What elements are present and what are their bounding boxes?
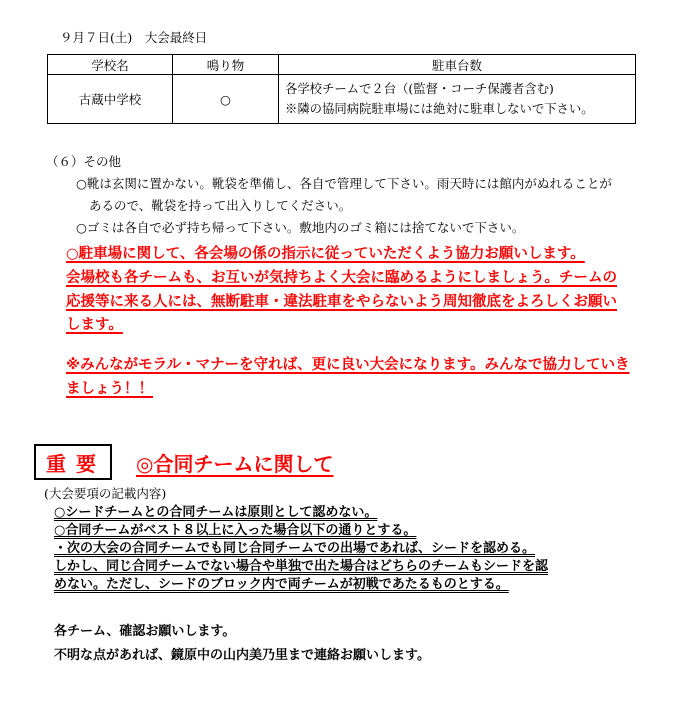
other-heading: （６）その他 <box>46 154 122 169</box>
cell-parking <box>279 75 636 124</box>
parking-table <box>47 54 636 124</box>
important-line-4: しかし、同じ合同チームでない場合や単独で出た場合はどちらのチームもシードを認 <box>54 559 549 574</box>
footer-line-2: 不明な点があれば、鏡原中の山内美乃里まで連絡お願いします。 <box>54 648 430 663</box>
cell-noisemaker: ○ <box>173 75 279 124</box>
parking-line-1: 各学校チームで２台（(監督・コーチ保護者含む) <box>285 82 554 96</box>
header-noisemaker: 鳴り物 <box>173 55 279 75</box>
header-school: 学校名 <box>48 55 173 75</box>
red-parking-line-4: します。 <box>66 317 123 333</box>
schedule-date: ９月７日(土) 大会最終日 <box>60 30 208 45</box>
red-note-line-1: ※みんながモラル・マナーを守れば、更に良い大会になります。みんなで協力していき <box>66 357 630 373</box>
other-item1-line1: ○靴は玄関に置かない。靴袋を準備し、各自で管理して下さい。雨天時には館内がぬれることが <box>76 176 612 191</box>
red-parking-line-1: ○駐車場に関して、各会場の係の指示に従っていただくよう協力お願いします。 <box>66 246 585 262</box>
important-line-2: ○合同チームがベスト８以上に入った場合以下の通りとする。 <box>54 523 417 538</box>
table-row <box>48 75 636 124</box>
other-item1-line2: あるので、靴袋を持って出入りしてください。 <box>89 198 352 213</box>
red-parking-line-3: 応援等に来る人には、無断駐車・違法駐車をやらないよう周知徹底をよろしくお願い <box>66 294 617 310</box>
important-title: ◎合同チームに関して <box>136 452 334 476</box>
other-item2: ○ゴミは各自で必ず持ち帰って下さい。敷地内のゴミ箱には捨てないで下さい。 <box>76 220 525 235</box>
important-subtitle: (大会要項の記載内容) <box>44 486 167 501</box>
cell-school: 古蔵中学校 <box>48 75 173 124</box>
parking-line-2: ※隣の協同病院駐車場には絶対に駐車しないで下さい。 <box>285 102 594 116</box>
important-line-1: ○シードチームとの合同チームは原則として認めない。 <box>54 505 378 520</box>
important-line-5: めない。ただし、シードのブロック内で両チームが初戦であたるものとする。 <box>54 577 509 592</box>
footer-line-1: 各チーム、確認お願いします。 <box>54 624 236 639</box>
table-header-row <box>48 55 636 75</box>
important-line-3: ・次の大会の合同チームでも同じ合同チームでの出場であれば、シードを認める。 <box>54 541 536 556</box>
red-parking-line-2: 会場校も各チームも、お互いが気持ちよく大会に臨めるようにしましょう。チームの <box>66 270 617 286</box>
important-label: 重要 <box>34 444 112 480</box>
red-note-line-2: ましょう！！ <box>66 381 153 397</box>
header-parking: 駐車台数 <box>279 55 636 75</box>
